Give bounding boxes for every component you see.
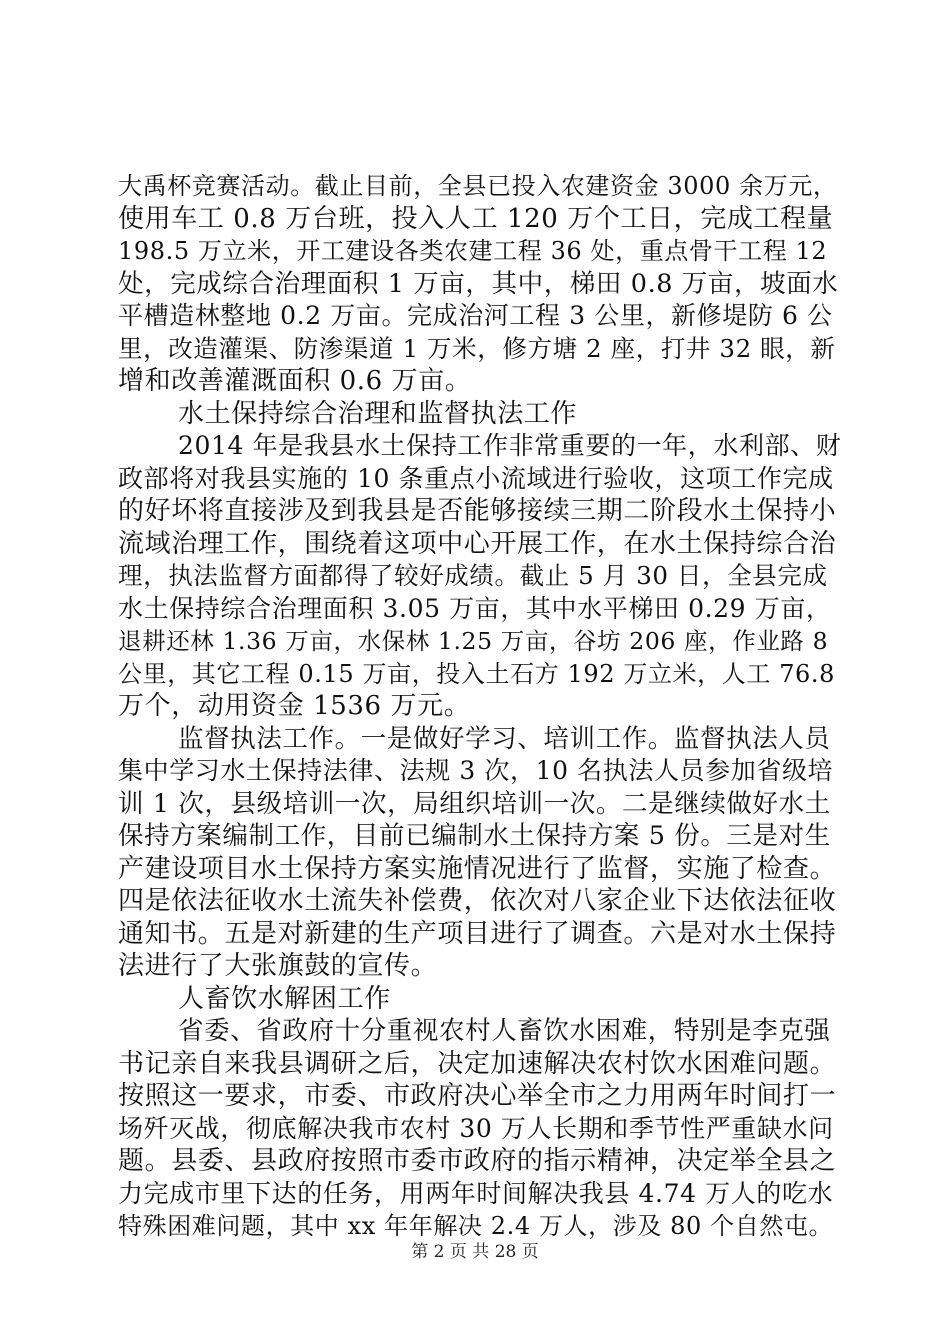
paragraph-line: 监督执法工作。一是做好学习、培训工作。监督执法人员: [178, 723, 831, 754]
paragraph-line: 通知书。五是对新建的生产项目进行了调查。六是对水土保持: [118, 918, 837, 949]
paragraph-line: 使用车工 0.8 万台班，投入人工 120 万个工日，完成工程量: [118, 203, 834, 234]
paragraph-line: 政部将对我县实施的 10 条重点小流域进行验收，这项工作完成: [118, 463, 834, 493]
paragraph-line: 理，执法监督方面都得了较好成绩。截止 5 月 30 日，全县完成: [118, 561, 828, 590]
section-heading: 水土保持综合治理和监督执法工作: [178, 398, 578, 429]
paragraph-line: 按照这一要求，市委、市政府决心举全市之力用两年时间打一: [118, 1081, 837, 1111]
paragraph-line: 特殊困难问题，其中 xx 年年解决 2.4 万人，涉及 80 个自然屯。: [118, 1212, 834, 1240]
paragraph-line: 处，完成综合治理面积 1 万亩，其中，梯田 0.8 万亩，坡面水: [118, 268, 839, 299]
paragraph-line: 集中学习水土保持法律、法规 3 次，10 名执法人员参加省级培: [118, 756, 834, 785]
paragraph-line: 水土保持综合治理面积 3.05 万亩，其中水平梯田 0.29 万亩，: [118, 593, 832, 623]
paragraph-line: 198.5 万立米，开工建设各类农建工程 36 处，重点骨干工程 12: [118, 237, 828, 265]
paragraph-line: 增和改善灌溉面积 0.6 万亩。: [118, 366, 472, 396]
paragraph-line: 公里，其它工程 0.15 万亩，投入土石方 192 万立米，人工 76.8: [118, 659, 836, 688]
paragraph-line: 书记亲自来我县调研之后，决定加速解决农村饮水困难问题。: [118, 1048, 837, 1079]
paragraph-line: 的好坏将直接涉及到我县是否能够接续三期二阶段水土保持小: [118, 496, 837, 526]
paragraph-line: 省委、省政府十分重视农村人畜饮水困难，特别是李克强: [178, 1016, 831, 1046]
paragraph-line: 法进行了大张旗鼓的宣传。: [118, 951, 438, 981]
paragraph-line: 保持方案编制工作，目前已编制水土保持方案 5 份。三是对生: [118, 821, 831, 851]
paragraph-line: 产建设项目水土保持方案实施情况进行了监督，实施了检查。: [118, 853, 837, 884]
paragraph-line: 流域治理工作，围绕着这项中心开展工作，在水土保持综合治: [118, 528, 837, 559]
paragraph-line: 万个，动用资金 1536 万元。: [118, 691, 471, 721]
paragraph-line: 四是依法征收水土流失补偿费，依次对八家企业下达依法征收: [118, 886, 837, 916]
paragraph-line: 平槽造林整地 0.2 万亩。完成治河工程 3 公里，新修堤防 6 公: [118, 301, 833, 330]
paragraph-line: 题。县委、县政府按照市委市政府的指示精神，决定举全县之: [118, 1146, 837, 1176]
paragraph-line: 2014 年是我县水土保持工作非常重要的一年，水利部、财: [178, 431, 842, 460]
paragraph-line: 里，改造灌渠、防渗渠道 1 万米，修方塘 2 座，打井 32 眼，新: [118, 333, 836, 363]
paragraph-line: 大禹杯竞赛活动。截止目前，全县已投入农建资金 3000 余万元，: [118, 172, 838, 200]
paragraph-line: 力完成市里下达的任务，用两年时间解决我县 4.74 万人的吃水: [118, 1178, 834, 1208]
page-number-footer: 第 2 页 共 28 页: [411, 1242, 539, 1262]
paragraph-line: 训 1 次，县级培训一次，局组织培训一次。二是继续做好水土: [118, 788, 831, 819]
paragraph-line: 场歼灭战，彻底解决我市农村 30 万人长期和季节性严重缺水问: [118, 1113, 834, 1143]
document-body: [118, 170, 840, 1243]
section-heading: 人畜饮水解困工作: [178, 983, 391, 1014]
paragraph-line: 退耕还林 1.36 万亩，水保林 1.25 万亩，谷坊 206 座，作业路 8: [118, 627, 829, 655]
